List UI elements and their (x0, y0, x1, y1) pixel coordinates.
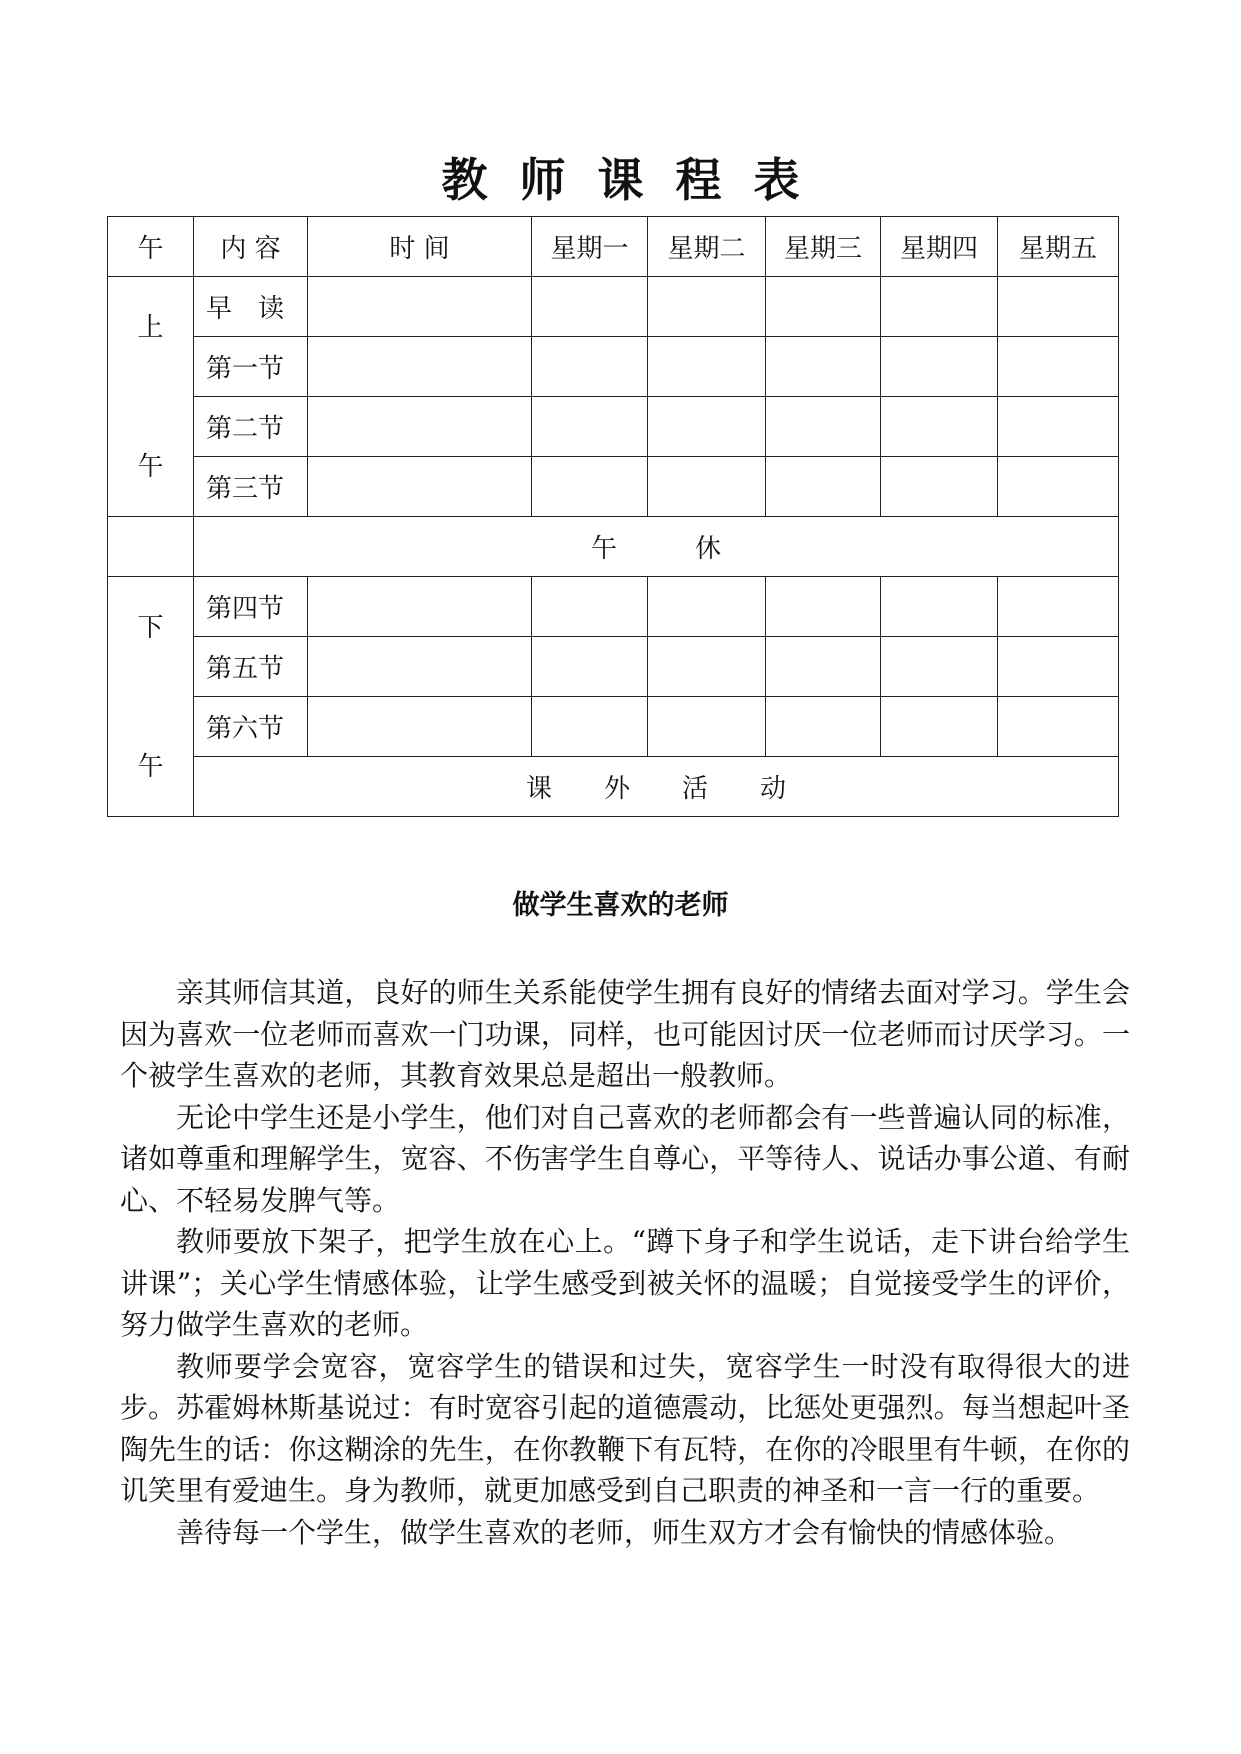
schedule-cell[interactable] (998, 277, 1119, 337)
schedule-cell[interactable] (532, 577, 648, 637)
row-label: 第三节 (194, 457, 308, 517)
header-tuesday: 星期二 (648, 217, 766, 277)
schedule-cell[interactable] (532, 337, 648, 397)
schedule-cell[interactable] (998, 457, 1119, 517)
title-char: 表 (753, 153, 800, 207)
header-wednesday: 星期三 (766, 217, 881, 277)
row-label: 第五节 (194, 637, 308, 697)
header-period: 午 (108, 217, 194, 277)
row-label: 第六节 (194, 697, 308, 757)
header-content: 内 容 (194, 217, 308, 277)
time-cell[interactable] (308, 277, 532, 337)
title-char: 课 (597, 153, 644, 207)
activity-row (108, 757, 1119, 817)
schedule-cell[interactable] (532, 277, 648, 337)
morning-label-bottom: 午 (137, 452, 164, 482)
schedule-cell[interactable] (766, 397, 881, 457)
table-row (108, 637, 1119, 697)
schedule-cell[interactable] (648, 277, 766, 337)
schedule-cell[interactable] (998, 397, 1119, 457)
time-cell[interactable] (308, 577, 532, 637)
page-title (0, 150, 1241, 210)
noon-break-row (108, 517, 1119, 577)
title-char: 教 (441, 153, 488, 207)
paragraph: 教师要学会宽容，宽容学生的错误和过失，宽容学生一时没有取得很大的进步。苏霍姆林斯基说过：有时宽容引起的道德震动，比惩处更强烈。每当想起叶圣陶先生的话：你这糊涂的先生，在你教鞭下有瓦特，在你的冷眼里有牛顿，在你的讥笑里有爱迪生。身为教师，就更加感受到自己职责的神圣和一言一行的重要。 (120, 1349, 1130, 1507)
row-label: 第四节 (194, 577, 308, 637)
afternoon-label-bottom: 午 (137, 752, 164, 782)
essay-title: 做学生喜欢的老师 (512, 890, 729, 921)
afternoon-label-top: 下 (137, 613, 164, 643)
time-cell[interactable] (308, 397, 532, 457)
schedule-cell[interactable] (766, 637, 881, 697)
morning-label (108, 277, 194, 517)
essay-body (120, 972, 1130, 1553)
schedule-cell[interactable] (532, 457, 648, 517)
table-row (108, 577, 1119, 637)
table-row (108, 397, 1119, 457)
schedule-cell[interactable] (881, 277, 998, 337)
schedule-cell[interactable] (532, 697, 648, 757)
schedule-cell[interactable] (648, 577, 766, 637)
schedule-cell[interactable] (648, 457, 766, 517)
schedule-cell[interactable] (998, 577, 1119, 637)
activity: 课 外 活 动 (194, 757, 1119, 817)
row-label: 第一节 (194, 337, 308, 397)
paragraph: 无论中学生还是小学生，他们对自己喜欢的老师都会有一些普遍认同的标准，诸如尊重和理解学生，宽容、不伤害学生自尊心，平等待人、说话办事公道、有耐心、不轻易发脾气等。 (120, 1100, 1130, 1217)
schedule-cell[interactable] (881, 637, 998, 697)
schedule-cell[interactable] (881, 697, 998, 757)
row-label: 早 读 (194, 277, 308, 337)
schedule-cell[interactable] (881, 397, 998, 457)
noon-break: 午 休 (194, 517, 1119, 577)
schedule-cell[interactable] (766, 277, 881, 337)
time-cell[interactable] (308, 337, 532, 397)
header-thursday: 星期四 (881, 217, 998, 277)
header-friday: 星期五 (998, 217, 1119, 277)
morning-label-top: 上 (137, 313, 164, 343)
header-row (108, 217, 1119, 277)
schedule-cell[interactable] (766, 457, 881, 517)
schedule-table (107, 216, 1119, 817)
paragraph: 亲其师信其道，良好的师生关系能使学生拥有良好的情绪去面对学习。学生会因为喜欢一位老师而喜欢一门功课，同样，也可能因讨厌一位老师而讨厌学习。一个被学生喜欢的老师，其教育效果总是超出一般教师。 (120, 976, 1130, 1092)
schedule-cell[interactable] (766, 577, 881, 637)
schedule-cell[interactable] (766, 697, 881, 757)
schedule-cell[interactable] (648, 337, 766, 397)
time-cell[interactable] (308, 697, 532, 757)
schedule-cell[interactable] (998, 697, 1119, 757)
schedule-cell[interactable] (881, 577, 998, 637)
schedule-cell[interactable] (648, 637, 766, 697)
time-cell[interactable] (308, 457, 532, 517)
schedule-cell[interactable] (648, 397, 766, 457)
table-row (108, 697, 1119, 757)
schedule-cell[interactable] (998, 337, 1119, 397)
schedule-cell[interactable] (881, 337, 998, 397)
table-row (108, 277, 1119, 337)
table-row (108, 457, 1119, 517)
paragraph: 教师要放下架子，把学生放在心上。“蹲下身子和学生说话，走下讲台给学生讲课”；关心学生情感体验，让学生感受到被关怀的温暖；自觉接受学生的评价，努力做学生喜欢的老师。 (120, 1225, 1130, 1341)
time-cell[interactable] (308, 637, 532, 697)
title-char: 程 (675, 153, 722, 207)
schedule-cell[interactable] (766, 337, 881, 397)
schedule-cell[interactable] (532, 637, 648, 697)
header-time: 时 间 (308, 217, 532, 277)
table-row (108, 337, 1119, 397)
noon-label-cell (108, 517, 194, 577)
schedule-cell[interactable] (881, 457, 998, 517)
title-char: 师 (519, 153, 566, 207)
paragraph: 善待每一个学生，做学生喜欢的老师，师生双方才会有愉快的情感体验。 (176, 1515, 1073, 1549)
schedule-cell[interactable] (998, 637, 1119, 697)
schedule-cell[interactable] (532, 397, 648, 457)
header-monday: 星期一 (532, 217, 648, 277)
afternoon-label (108, 577, 194, 817)
schedule-cell[interactable] (648, 697, 766, 757)
row-label: 第二节 (194, 397, 308, 457)
